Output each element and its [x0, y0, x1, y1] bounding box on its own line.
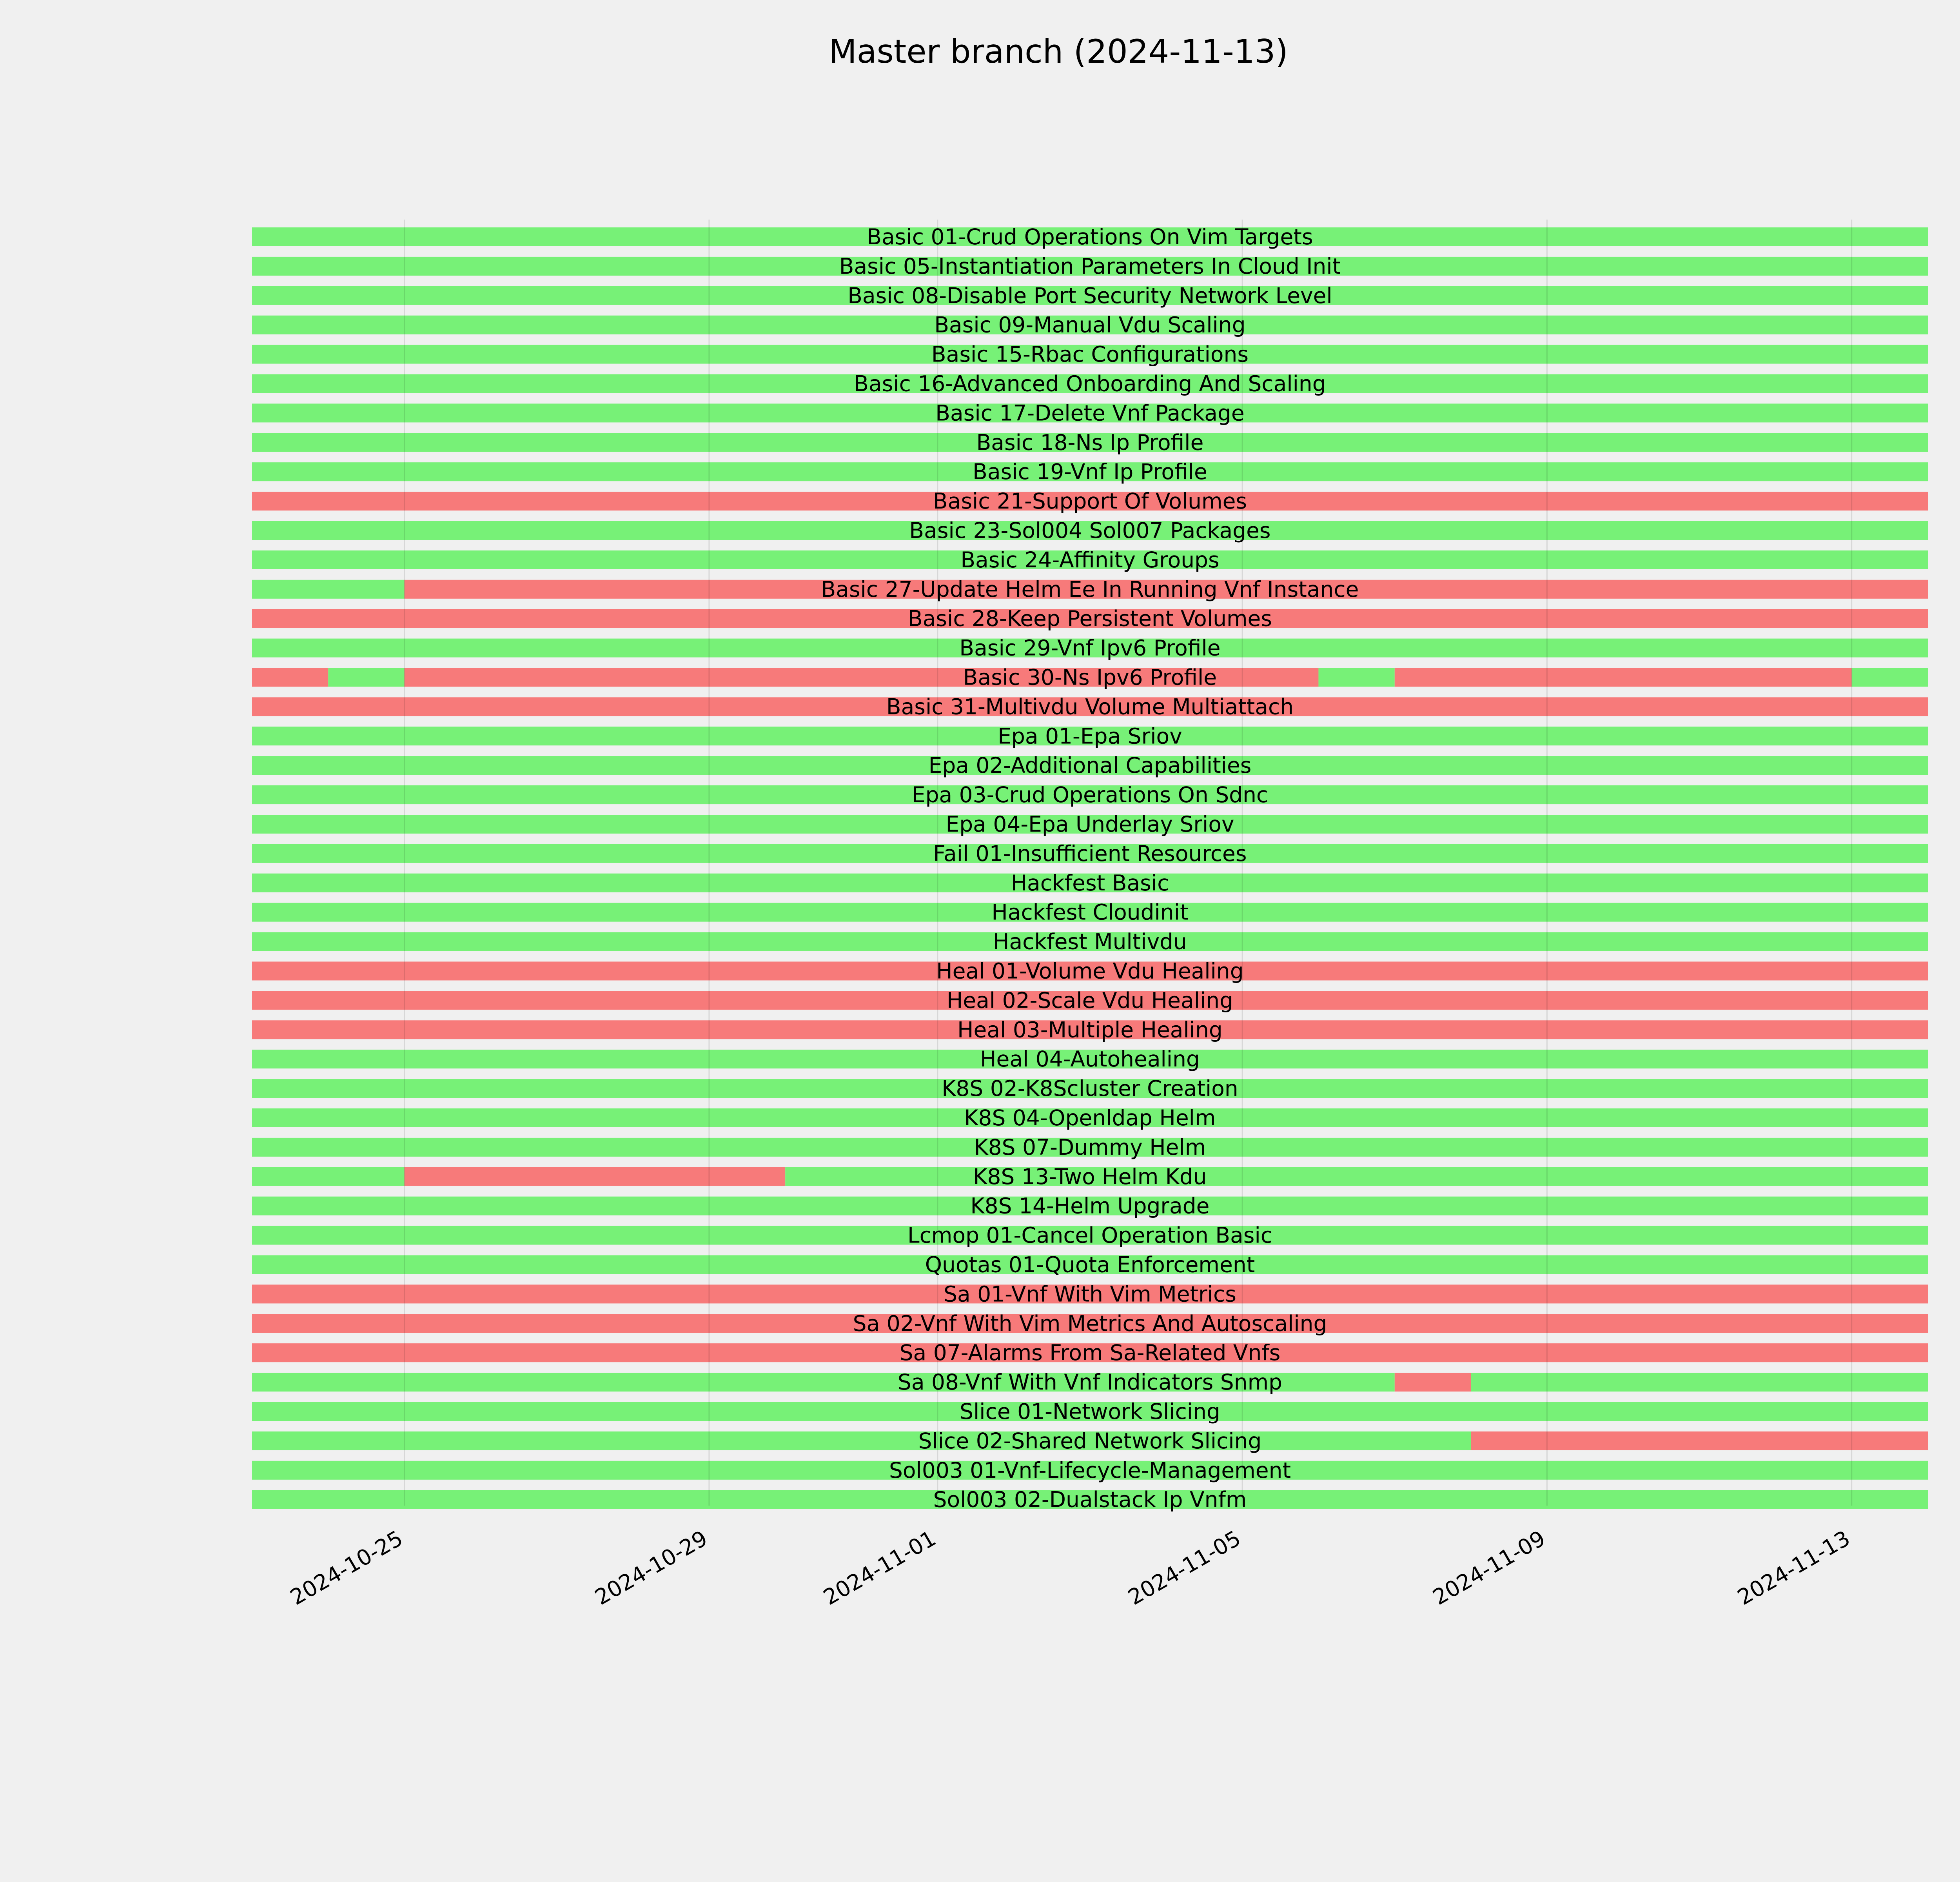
- status-bar-segment: [1395, 1373, 1471, 1392]
- row-label: Basic 31-Multivdu Volume Multiattach: [886, 694, 1294, 719]
- x-tick-label: 2024-10-29: [590, 1525, 712, 1610]
- row-label: K8S 14-Helm Upgrade: [970, 1193, 1210, 1219]
- row-label: K8S 02-K8Scluster Creation: [942, 1076, 1238, 1101]
- row-label: Heal 04-Autohealing: [980, 1046, 1200, 1072]
- row-label: Basic 27-Update Helm Ee In Running Vnf Instance: [821, 576, 1359, 602]
- row-label: Basic 01-Crud Operations On Vim Targets: [867, 224, 1313, 249]
- x-tick-label: 2024-11-01: [819, 1525, 940, 1610]
- row-label: Basic 05-Instantiation Parameters In Cloud Init: [839, 253, 1341, 279]
- row-label: Hackfest Multivdu: [993, 929, 1187, 954]
- row-label: Basic 09-Manual Vdu Scaling: [934, 312, 1246, 338]
- row-label: Lcmop 01-Cancel Operation Basic: [907, 1223, 1272, 1248]
- row-label: Hackfest Basic: [1011, 870, 1169, 896]
- x-axis-ticks: [286, 1526, 1854, 1610]
- x-tick-label: 2024-10-25: [286, 1525, 407, 1610]
- row-label: Sa 08-Vnf With Vnf Indicators Snmp: [897, 1370, 1283, 1395]
- status-bar-segment: [252, 668, 328, 687]
- row-label: Epa 04-Epa Underlay Sriov: [946, 812, 1234, 837]
- status-bar-segment: [1395, 668, 1852, 687]
- status-bar-segment: [252, 580, 405, 599]
- row-label: Basic 19-Vnf Ip Profile: [973, 459, 1207, 485]
- row-label: Sa 02-Vnf With Vim Metrics And Autoscaling: [853, 1311, 1327, 1336]
- row-label: Basic 24-Affinity Groups: [960, 547, 1220, 572]
- row-label: Basic 16-Advanced Onboarding And Scaling: [854, 371, 1326, 396]
- row-label: Basic 28-Keep Persistent Volumes: [907, 606, 1272, 631]
- row-label: Sa 07-Alarms From Sa-Related Vnfs: [899, 1340, 1281, 1366]
- status-bar-segment: [1471, 1373, 1928, 1392]
- x-tick-label: 2024-11-13: [1733, 1525, 1855, 1610]
- row-label: Fail 01-Insufficient Resources: [933, 841, 1247, 866]
- row-label: K8S 13-Two Helm Kdu: [973, 1164, 1207, 1189]
- x-tick-label: 2024-11-09: [1428, 1525, 1550, 1610]
- row-label: Basic 21-Support Of Volumes: [933, 489, 1247, 514]
- row-label: Epa 01-Epa Sriov: [998, 723, 1182, 749]
- row-label: Sol003 01-Vnf-Lifecycle-Management: [889, 1457, 1291, 1483]
- status-bar-segment: [1471, 1431, 1928, 1450]
- row-label: Epa 02-Additional Capabilities: [928, 753, 1252, 778]
- status-bar-segment: [1852, 668, 1928, 687]
- row-label: Slice 01-Network Slicing: [960, 1399, 1220, 1424]
- row-label: Sa 01-Vnf With Vim Metrics: [944, 1281, 1236, 1307]
- row-label: K8S 07-Dummy Helm: [974, 1134, 1206, 1160]
- row-label: Heal 03-Multiple Healing: [957, 1017, 1223, 1043]
- row-label: Basic 15-Rbac Configurations: [931, 342, 1249, 367]
- row-label: Heal 01-Volume Vdu Healing: [936, 958, 1244, 984]
- row-label: Hackfest Cloudinit: [991, 899, 1189, 925]
- x-tick-label: 2024-11-05: [1123, 1525, 1245, 1610]
- chart-title: Master branch (2024-11-13): [829, 33, 1288, 71]
- row-label: Epa 03-Crud Operations On Sdnc: [911, 782, 1269, 808]
- status-bar-segment: [785, 1167, 1928, 1186]
- status-bar-segment: [405, 1167, 786, 1186]
- status-bar-segment: [252, 1431, 1471, 1450]
- row-label: Basic 29-Vnf Ipv6 Profile: [959, 635, 1221, 661]
- row-label: K8S 04-Openldap Helm: [964, 1105, 1216, 1130]
- row-label: Quotas 01-Quota Enforcement: [925, 1252, 1255, 1277]
- row-label: Basic 30-Ns Ipv6 Profile: [963, 665, 1217, 690]
- status-bar-segment: [252, 1167, 405, 1186]
- row-label: Basic 08-Disable Port Security Network Level: [848, 283, 1332, 308]
- row-label: Sol003 02-Dualstack Ip Vnfm: [933, 1487, 1247, 1512]
- row-label: Basic 17-Delete Vnf Package: [935, 400, 1245, 426]
- status-bar-segment: [328, 668, 404, 687]
- row-label: Basic 23-Sol004 Sol007 Packages: [909, 518, 1271, 543]
- status-bar-segment: [1318, 668, 1394, 687]
- row-label: Heal 02-Scale Vdu Healing: [946, 988, 1234, 1013]
- row-label: Slice 02-Shared Network Slicing: [918, 1428, 1262, 1453]
- row-label: Basic 18-Ns Ip Profile: [976, 430, 1204, 455]
